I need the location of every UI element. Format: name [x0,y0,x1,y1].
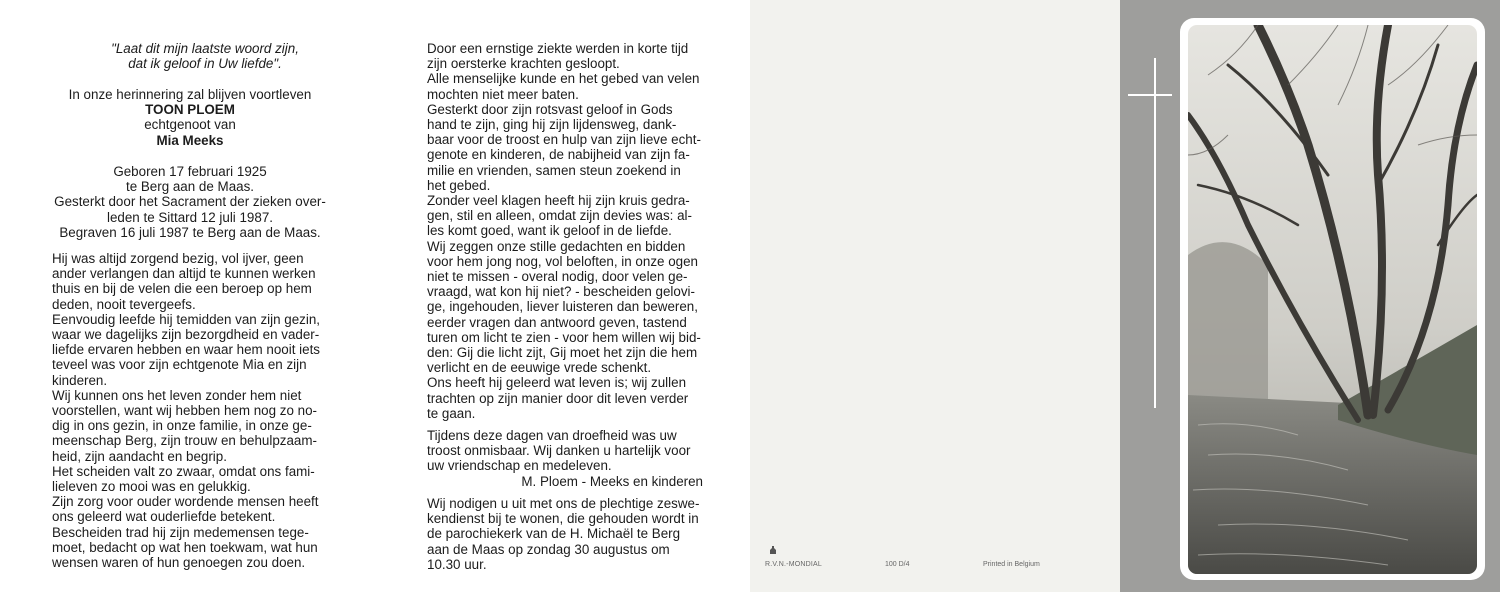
invitation-paragraph [427,496,703,572]
text-line: Wij kunnen ons het leven zonder hem niet [52,387,302,403]
text-line: milie en vrienden, samen steun zoekend in [427,162,681,178]
text-line: uw vriendschap en medeleven. [427,458,612,474]
birth-date: Geboren 17 februari 1925 [113,164,267,179]
text-line: het gebed. [427,177,491,193]
text-line: meenschap Berg, zijn trouw en behulpzaam- [52,433,317,449]
text-line: kendienst bij te wonen, die gehouden wordt in [427,511,699,527]
text-line: Wij nodigen u uit met ons de plechtige zeswe- [427,495,700,511]
birth-place: te Berg aan de Maas. [125,179,255,195]
print-code: 100 D/4 [885,561,910,568]
text-line: les komt goed, want ik geloof in de liefde. [427,223,672,239]
text-line: te gaan. [427,405,476,421]
text-line: turen om licht te zien - voor hem willen wij bid- [427,329,701,345]
text-line: aan de Maas op zondag 30 augustus om [427,541,670,557]
text-line: ge, ingehouden, liever luisteren dan beweren, [427,299,698,315]
life-description [52,251,328,570]
text-line: gen, stil en alleen, omdat zijn devies was: al- [427,208,692,224]
cross-icon [1120,0,1180,592]
text-line: Het scheiden valt zo zwaar, omdat ons fami- [52,463,315,479]
text-line: Hij was altijd zorgend bezig, vol ijver, geen [52,251,304,266]
printed-in: Printed in Belgium [983,561,1040,568]
illness-paragraph [427,41,703,421]
tribute-text [427,41,703,572]
text-line: Tijdens deze dagen van droefheid was uw [427,428,677,444]
text-line: baar voor de troost en hulp van zijn lieve echt- [427,132,701,148]
text-line: Zonder veel klagen heeft hij zijn kruis gedra- [427,193,690,209]
text-line: ander verlangen dan altijd te kunnen werken [52,266,316,282]
text-line: liefde ervaren hebben en waar hem nooit iets [52,342,320,358]
spouse-name: Mia Meeks [156,132,224,148]
text-line: zijn oersterke krachten gesloopt. [427,56,620,72]
text-line: Door een ernstige ziekte werden in korte tijd [427,41,689,56]
quote-line: "Laat dit mijn laatste woord zijn, [111,41,299,56]
text-line: 10.30 uur. [427,556,487,572]
text-line: Alle menselijke kunde en het gebed van velen [427,71,700,87]
deceased-name: TOON PLOEM [145,102,235,118]
spouse-relation: echtgenoot van [144,117,236,133]
text-line: mochten niet meer baten. [427,86,579,102]
text-line: niet te missen - overal nodig, door velen ge- [427,269,688,285]
text-line: lieleven zo mooi was en gelukkig. [52,479,251,495]
text-line: Wij zeggen onze stille gedachten en bidden [427,238,686,254]
burial-line: Begraven 16 juli 1987 te Berg aan de Maas. [59,224,321,240]
text-line: Ons heeft hij geleerd wat leven is; wij zullen [427,375,687,391]
text-line: de parochiekerk van de H. Michaël te Berg [427,526,681,542]
text-line: den: Gij die licht zijt, Gij moet het zijn die hem [427,345,698,361]
card-back [750,0,1120,592]
life-dates [40,164,340,240]
text-line: teveel was voor zijn echtgenote Mia en zijn [52,357,307,373]
memorial-heading [40,87,340,148]
text-line: genote en kinderen, de nabijheid van zijn fa- [427,147,690,163]
card-page-2 [375,0,750,592]
text-line: moet, bedacht op wat hen toekwam, wat hun [52,539,318,555]
text-line: voor hem jong nog, vol beloften, in onze ogen [427,253,698,269]
text-line: deden, nooit tevergeefs. [52,296,196,312]
text-line: ons geleerd wat ouderliefde betekent. [52,509,276,525]
trees-by-river-photo [1188,25,1477,574]
family-signature: M. Ploem - Meeks en kinderen [521,473,703,489]
text-line: Bescheiden trad hij zijn medemensen tege- [52,524,309,540]
publisher-name: R.V.N.-MONDIAL [765,561,822,568]
text-line: verlicht en de eeuwige vrede schenkt. [427,360,652,376]
publisher-logo-icon [769,545,777,555]
text-line: vraagd, wat kon hij niet? - bescheiden gelovi- [427,284,695,300]
text-line: Zijn zorg voor ouder wordende mensen heeft [52,494,319,510]
thanks-paragraph [427,428,703,474]
quote-line: dat ik geloof in Uw liefde". [128,56,282,72]
text-line: Eenvoudig leefde hij temidden van zijn gezin, [52,311,320,327]
text-line: voorstellen, want wij hebben hem nog zo no- [52,403,317,419]
opening-quote [60,41,350,71]
memory-intro: In onze herinnering zal blijven voortleven [68,87,312,102]
text-line: waar we dagelijks zijn bezorgdheid en vader- [52,327,320,343]
card-page-1 [0,0,375,592]
text-line: kinderen. [52,372,108,388]
text-line: wensen waren of hun genoegen zou doen. [52,555,306,571]
text-line: dig in ons gezin, in onze familie, in onze ge- [52,418,312,434]
text-line: Gesterkt door zijn rotsvast geloof in Gods [427,101,673,117]
death-line: leden te Sittard 12 juli 1987. [106,209,273,225]
text-line: thuis en bij de velen die een beroep op hem [52,281,312,297]
death-line: Gesterkt door het Sacrament der zieken over- [54,194,326,210]
text-line: hand te zijn, ging hij zijn lijdensweg, dank- [427,117,677,133]
text-line: troost onmisbaar. Wij danken u hartelijk voor [427,443,691,459]
text-line: heid, zijn aandacht en begrip. [52,448,227,464]
card-front [1120,0,1500,592]
text-line: eerder vragen dan antwoord geven, tastend [427,314,687,330]
text-line: trachten op zijn manier door dit leven verder [427,390,689,406]
